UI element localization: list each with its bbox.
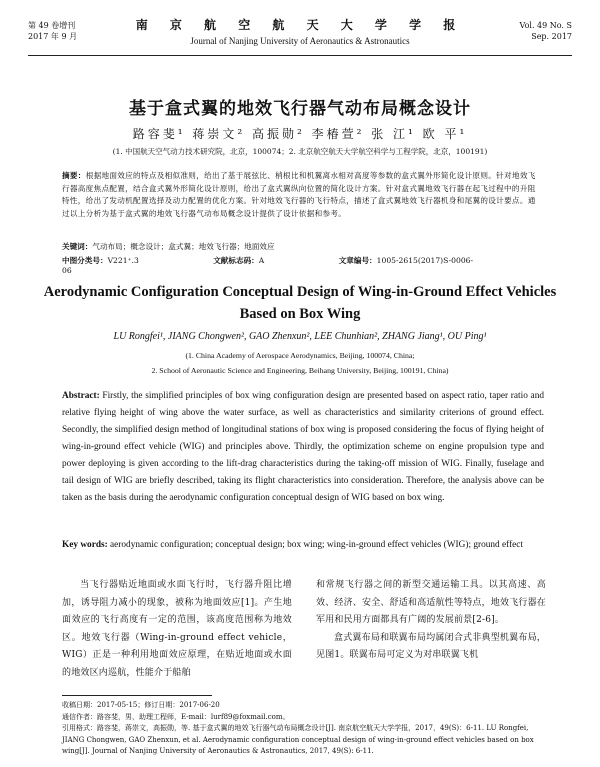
- authors-zh: 路容斐¹ 蒋崇文² 高振勋² 李椿萱² 张 江¹ 欧 平¹: [132, 127, 468, 141]
- body-paragraph: 和常规飞行器之间的新型交通运输工具。以其高速、高效、经济、安全、舒适和高适航性等特点，地效飞行器在军用和民用方面都具有广阔的发展前景[2-6]。: [316, 580, 547, 625]
- header-center: [28, 16, 572, 46]
- article-number: 文章编号：1005-2615(2017)S-0006-06: [62, 256, 474, 275]
- keywords-zh-label: 关键词：: [62, 242, 93, 251]
- affiliations-zh: (1. 中国航天空气动力技术研究院，北京，100074；2. 北京航空航天大学航空科学与工程学院，北京，100191): [112, 147, 488, 156]
- abstract-zh-text: 根据地面效应的特点及相似准则，给出了基于展弦比、梢根比和机翼离水相对高度等参数的盒式翼外形简化设计原则。针对地效飞行器高度焦点配置，结合盒式翼外形简化设计原则，给出了盒式翼纵向位置的简化设计方案。针对盒式翼地效飞行器在起飞过程中的升阻特性，给出了发动机配置选择及动力配置的优化方案。针对地效飞行器的飞行特点，描述了盒式翼地效飞行器机身和尾翼的设计要点。通过以上分析为基于盒式翼的地效飞行器气动布局概念设计提供了设计依据和参考。: [62, 171, 536, 218]
- header-rule: [28, 55, 572, 56]
- footnote-author: 通信作者：路容斐，男，助理工程师，E-mail：lurf89@foxmail.com。: [62, 712, 290, 721]
- title-en: Aerodynamic Configuration Conceptual Design of Wing-in-Ground Effect Vehicles Based on Box Wing: [43, 284, 557, 322]
- abstract-zh: [62, 170, 542, 220]
- affiliation-en-2: 2. School of Aeronautic Science and Engineering, Beihang University, Beijing, 100191, China): [151, 366, 449, 375]
- affiliation-en-1: (1. China Academy of Aerospace Aerodynamics, Beijing, 100074, China;: [185, 351, 415, 360]
- journal-name-zh: 南 京 航 空 航 天 大 学 学 报: [135, 18, 465, 32]
- footnote-rule: [62, 695, 212, 696]
- volume-issue-en: Vol. 49 No. S: [519, 21, 572, 30]
- keywords-en: [62, 537, 544, 553]
- journal-header: [28, 8, 572, 54]
- abstract-en: [62, 388, 544, 507]
- keywords-zh: [62, 241, 542, 252]
- authors-en: LU Rongfei¹, JIANG Chongwen², GAO Zhenxun², LEE Chunhian², ZHANG Jiang¹, OU Ping¹: [113, 331, 487, 342]
- volume-issue-zh: 第 49 卷增刊: [28, 21, 76, 30]
- affiliations-en: [0, 348, 600, 378]
- abstract-en-label: Abstract:: [62, 391, 100, 401]
- body-column-right: [316, 577, 546, 665]
- clc: 中图分类号：V221⁺.3: [62, 256, 139, 265]
- keywords-en-label: Key words:: [62, 540, 108, 550]
- abstract-zh-label: 摘要：: [62, 171, 86, 180]
- classification-line: [62, 255, 542, 275]
- doc-code: 文献标志码：A: [213, 256, 265, 265]
- header-right: [520, 20, 572, 42]
- body-column-left: [62, 577, 292, 682]
- abstract-en-text: Firstly, the simplified principles of box wing configuration design are presented based on aspect ratio, taper ratio and relative flying height of wing above the water surface, as well as characteristics and similarity criterions of ground effect. Secondly, the simplified design method of longitudinal stations of box wing is proposed considering the focus of flying height of wing-in-ground effect vehicle (WIG) and principles above. Thirdly, the optimization scheme on engine propulsion type and power deploying is given according to the lift-drag characteristics during the taking-off mission of WIG. Finally, fuselage and tail design of WIG are briefly described, taking its flight characteristics into consideration. Therefore, the analysis above can be taken as the basis during the aerodynamic configuration conceptual design of WIG based on box wing.: [62, 391, 544, 503]
- journal-name-en: Journal of Nanjing University of Aeronautics & Astronautics: [190, 36, 410, 46]
- footnotes: [62, 700, 544, 758]
- footnote-received: 收稿日期：2017-05-15；修订日期：2017-06-20: [62, 701, 220, 709]
- date-zh: 2017 年 9 月: [28, 32, 78, 41]
- title-zh: 基于盒式翼的地效飞行器气动布局概念设计: [129, 99, 471, 119]
- body-paragraph: 当飞行器贴近地面或水面飞行时，飞行器升阻比增加，诱导阻力减小的现象，被称为地面效应[1]。产生地面效应的飞行高度有一定的范围，该高度范围称为地效区。地效飞行器（Wing-in-ground effect vehicle，WIG）正是一种利用地面效应原理，在贴近地面或水面的地效区内巡航，性能介于船舶: [62, 580, 292, 678]
- keywords-zh-text: 气动布局；概念设计；盒式翼；地效飞行器；地面效应: [92, 242, 275, 251]
- date-en: Sep. 2017: [531, 32, 572, 41]
- keywords-en-text: aerodynamic configuration; conceptual design; box wing; wing-in-ground effect vehicles (WIG); ground effect: [110, 540, 524, 550]
- footnote-citation: 引用格式：路容斐，蒋崇文，高振勋，等. 基于盒式翼的地效飞行器气动布局概念设计[J]. 南京航空航天大学学报，2017，49(S)：6-11. LU Rongfei, JIANG Chongwen, GAO Zhenxun, et al. Aerodynamic configuration conceptual design of wing-in-ground effect vehicles based on box wing[J]. Journal of Nanjing University of Aeronautics & Astronautics, 2017, 49(S): 6-11.: [62, 724, 534, 755]
- body-paragraph: 盒式翼布局和联翼布局均属闭合式非典型机翼布局，见图1。联翼布局可定义为对串联翼飞机: [316, 632, 546, 660]
